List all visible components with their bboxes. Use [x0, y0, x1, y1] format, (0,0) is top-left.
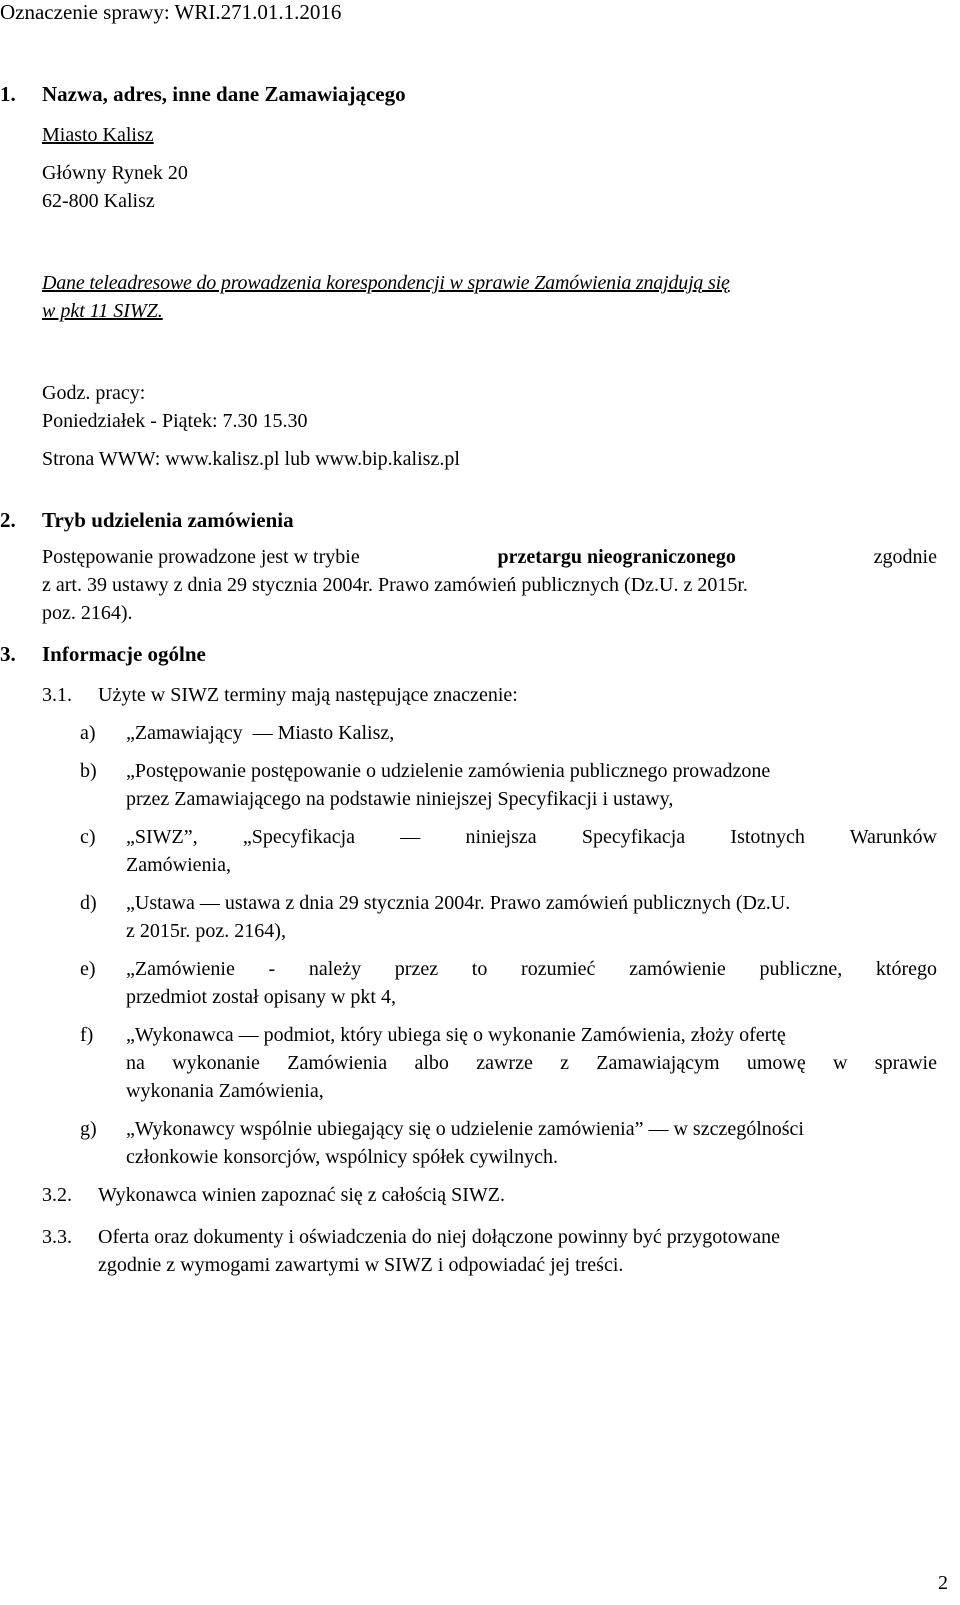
list-item-letter: c)	[80, 826, 96, 848]
section-3-title: Informacje ogólne	[42, 642, 206, 666]
definition-c-line-1: „SIWZ”, „Specyfikacja — niniejsza Specyfikacja Istotnych Warunków	[126, 826, 937, 848]
definition-g-line-1: „Wykonawcy wspólnie ubiegający się o udzielenie zamówienia” — w szczególności	[126, 1118, 804, 1140]
definition-c-line-2: Zamówienia,	[126, 854, 231, 876]
working-hours-value: Poniedziałek - Piątek: 7.30 15.30	[42, 410, 308, 432]
correspondence-note-line-1: Dane teleadresowe do prowadzenia korespondencji w sprawie Zamówienia znajdują się	[42, 272, 730, 294]
definition-a-value: Miasto Kalisz	[277, 722, 390, 744]
definition-a-comma: ,	[389, 722, 395, 744]
definition-e-line-1: „Zamówienie - należy przez to rozumieć zamówienie publiczne, którego	[126, 958, 937, 980]
definition-g-line-2: członkowie konsorcjów, wspólnicy spółek cywilnych.	[126, 1146, 558, 1168]
paragraph-3-1-number: 3.1.	[42, 684, 72, 706]
definition-a-term: „Zamawiający	[126, 722, 243, 744]
paragraph-3-2-text: Wykonawca winien zapoznać się z całością SIWZ.	[98, 1184, 505, 1206]
procedure-line-1-end: zgodnie	[873, 546, 937, 568]
procedure-line-3: poz. 2164).	[42, 602, 133, 624]
definition-b-line-2: przez Zamawiającego na podstawie niniejszej Specyfikacji i ustawy,	[126, 788, 674, 810]
orderer-city: 62-800 Kalisz	[42, 190, 155, 212]
definition-a-dash: —	[252, 722, 273, 744]
definition-f-line-3: wykonania Zamówienia,	[126, 1080, 324, 1102]
website-line: Strona WWW: www.kalisz.pl lub www.bip.kalisz.pl	[42, 448, 460, 470]
definition-a	[126, 722, 394, 745]
definition-d-line-2: z 2015r. poz. 2164),	[126, 920, 286, 942]
paragraph-3-1-text: Użyte w SIWZ terminy mają następujące znaczenie:	[98, 684, 518, 706]
working-hours-label: Godz. pracy:	[42, 382, 146, 404]
procedure-line-2: z art. 39 ustawy z dnia 29 stycznia 2004r. Prawo zamówień publicznych (Dz.U. z 2015r.	[42, 574, 748, 596]
paragraph-3-2-number: 3.2.	[42, 1184, 72, 1206]
page-number: 2	[938, 1572, 948, 1594]
definition-e-line-2: przedmiot został opisany w pkt 4,	[126, 986, 396, 1008]
case-marking: Oznaczenie sprawy: WRI.271.01.1.2016	[0, 0, 342, 24]
orderer-name: Miasto Kalisz	[42, 124, 154, 146]
procedure-line-1-start: Postępowanie prowadzone jest w trybie	[42, 546, 360, 568]
list-item-letter: f)	[80, 1024, 94, 1046]
section-2-number: 2.	[0, 508, 16, 532]
paragraph-3-3-number: 3.3.	[42, 1226, 72, 1248]
section-1-number: 1.	[0, 82, 16, 106]
list-item-letter: b)	[80, 760, 97, 782]
paragraph-3-3-line-2: zgodnie z wymogami zawartymi w SIWZ i odpowiadać jej treści.	[98, 1254, 624, 1276]
procedure-type: przetargu nieograniczonego	[497, 546, 736, 568]
definition-f-line-1: „Wykonawca — podmiot, który ubiega się o wykonanie Zamówienia, złoży ofertę	[126, 1024, 786, 1046]
procedure-line-1	[42, 546, 937, 569]
section-2-title: Tryb udzielenia zamówienia	[42, 508, 294, 532]
definition-b-line-1: „Postępowanie postępowanie o udzielenie zamówienia publicznego prowadzone	[126, 760, 771, 782]
list-item-letter: g)	[80, 1118, 97, 1140]
section-3-number: 3.	[0, 642, 16, 666]
list-item-letter: a)	[80, 722, 96, 744]
definition-d-line-1: „Ustawa — ustawa z dnia 29 stycznia 2004r. Prawo zamówień publicznych (Dz.U.	[126, 892, 791, 914]
orderer-street: Główny Rynek 20	[42, 162, 188, 184]
list-item-letter: e)	[80, 958, 96, 980]
list-item-letter: d)	[80, 892, 97, 914]
correspondence-note-line-2: w pkt 11 SIWZ.	[42, 300, 163, 322]
definition-f-line-2: na wykonanie Zamówienia albo zawrze z Zamawiającym umowę w sprawie	[126, 1052, 937, 1074]
paragraph-3-3-line-1: Oferta oraz dokumenty i oświadczenia do niej dołączone powinny być przygotowane	[98, 1226, 780, 1248]
section-1-title: Nazwa, adres, inne dane Zamawiającego	[42, 82, 406, 106]
